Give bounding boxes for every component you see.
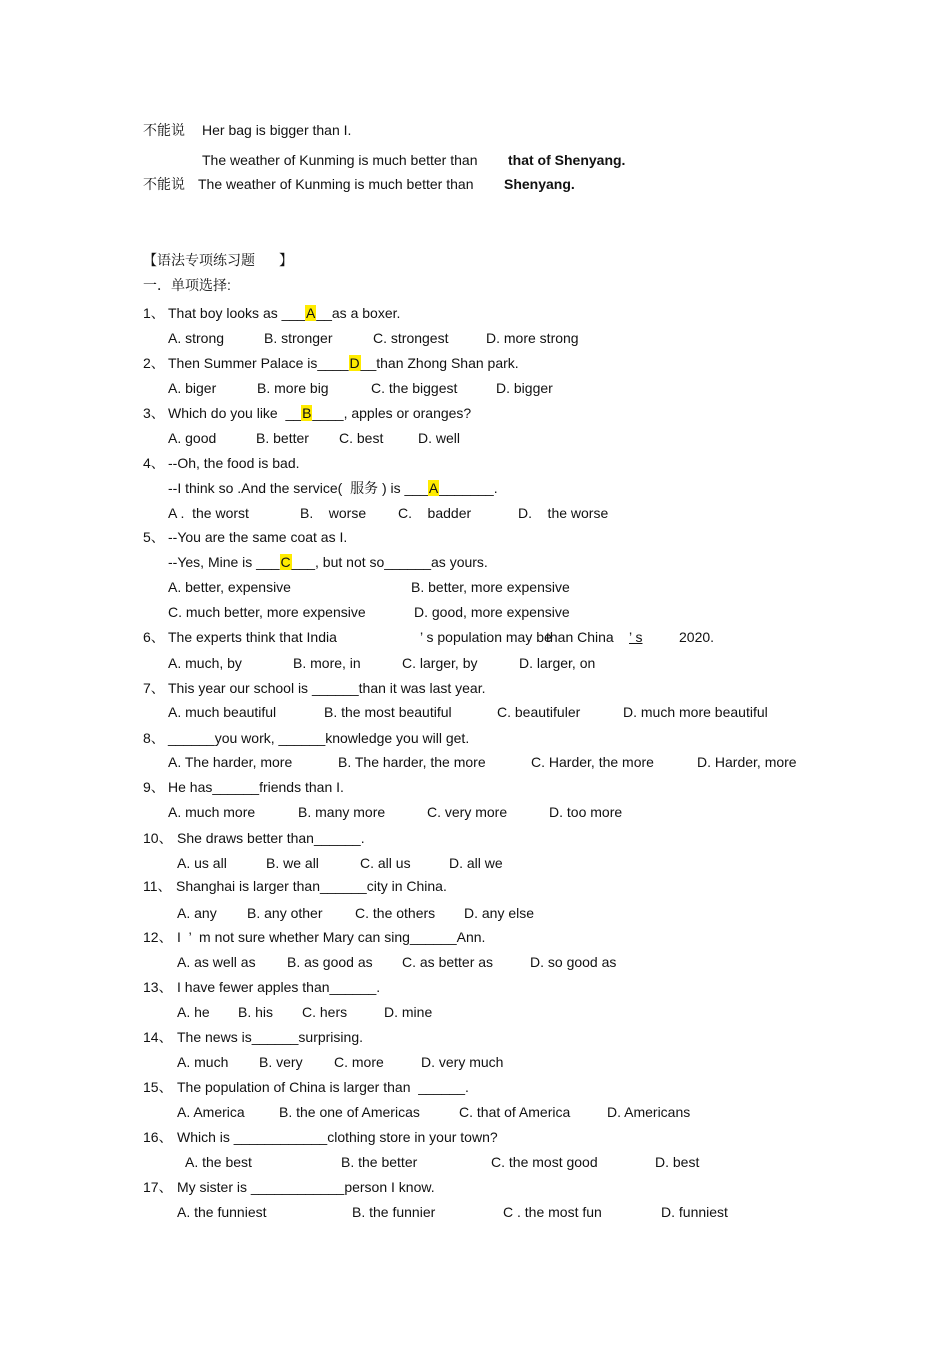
option: C. strongest: [373, 330, 449, 346]
question-text: --Oh, the food is bad.: [168, 455, 300, 471]
question-text: She draws better than______.: [177, 830, 365, 846]
question-number: 7、: [143, 680, 165, 696]
answer-highlight: C: [280, 554, 291, 570]
question-text: The experts think that India: [168, 629, 337, 645]
option: C. that of America: [459, 1104, 571, 1120]
option: D. well: [418, 430, 461, 446]
question-text: Which do you like __B____, apples or oranges?: [168, 405, 472, 421]
option: A. biger: [168, 380, 217, 396]
option: C. best: [339, 430, 384, 446]
option: A. much more: [168, 804, 256, 820]
option: A. America: [177, 1104, 245, 1120]
question-text-mid-3: ’ s: [629, 629, 643, 645]
answer-highlight: A: [305, 305, 316, 321]
option: C. all us: [360, 855, 411, 871]
option: C. beautifuler: [497, 704, 581, 720]
question-text: I ’ m not sure whether Mary can sing______Ann.: [177, 929, 486, 945]
question-number: 2、: [143, 355, 165, 371]
question-number: 15、: [143, 1079, 173, 1095]
option: C. badder: [398, 505, 472, 521]
option: C. very more: [427, 804, 508, 820]
option: C. much better, more expensive: [168, 604, 366, 620]
question-number: 17、: [143, 1179, 173, 1195]
option: B. as good as: [287, 954, 373, 970]
option: B. better: [256, 430, 309, 446]
option: D. so good as: [530, 954, 617, 970]
option: D. good, more expensive: [414, 604, 570, 620]
option: A . the worst: [168, 505, 249, 521]
intro-prefix-3: 不能说: [143, 176, 185, 192]
option: B. the better: [341, 1154, 418, 1170]
question-number: 12、: [143, 929, 173, 945]
question-number: 14、: [143, 1029, 173, 1045]
option: B. we all: [266, 855, 319, 871]
option: C. larger, by: [402, 655, 478, 671]
intro-prefix-1: 不能说: [143, 122, 185, 138]
option: B. more, in: [293, 655, 361, 671]
option: D. funniest: [661, 1204, 728, 1220]
question-text-mid-2: than China: [546, 629, 614, 645]
question-text: This year our school is ______than it was last year.: [168, 680, 486, 696]
option: C. Harder, the more: [531, 754, 654, 770]
option: A. better, expensive: [168, 579, 291, 595]
question-text: Then Summer Palace is____D__than Zhong Shan park.: [168, 355, 519, 371]
intro-line-1: Her bag is bigger than I.: [202, 122, 352, 138]
question-text: That boy looks as ___A__as a boxer.: [168, 305, 401, 321]
option: D. any else: [464, 905, 535, 921]
intro-line-3: The weather of Kunming is much better than: [198, 176, 474, 192]
question-text-line-2: --Yes, Mine is ___C___, but not so______as yours.: [168, 554, 488, 570]
option: D. Harder, more: [697, 754, 797, 770]
option: B. the most beautiful: [324, 704, 452, 720]
option: A. much, by: [168, 655, 242, 671]
question-text-mid-1: ’ s population may be: [420, 629, 552, 645]
question-text: Which is ____________clothing store in your town?: [177, 1129, 498, 1145]
option: A. the funniest: [177, 1204, 267, 1220]
question-number: 16、: [143, 1129, 173, 1145]
option: B. stronger: [264, 330, 333, 346]
question-text: I have fewer apples than______.: [177, 979, 381, 995]
option: B. many more: [298, 804, 386, 820]
question-number: 11、: [143, 878, 172, 894]
option: D. mine: [384, 1004, 433, 1020]
section-subtitle: 一．单项选择:: [143, 277, 231, 293]
option: D. very much: [421, 1054, 504, 1070]
question-text: My sister is ____________person I know.: [177, 1179, 435, 1195]
option: D. all we: [449, 855, 503, 871]
option: A. much beautiful: [168, 704, 277, 720]
question-number: 4、: [143, 455, 165, 471]
intro-line-3-bold: Shenyang.: [504, 176, 575, 192]
option: B. more big: [257, 380, 329, 396]
option: D. Americans: [607, 1104, 691, 1120]
answer-highlight: D: [349, 355, 360, 371]
option: B. any other: [247, 905, 323, 921]
intro-line-2: The weather of Kunming is much better than: [202, 152, 478, 168]
answer-highlight: A: [428, 480, 439, 496]
question-number: 8、: [143, 730, 165, 746]
option: B. better, more expensive: [411, 579, 570, 595]
option: A. strong: [168, 330, 225, 346]
option: A. The harder, more: [168, 754, 293, 770]
option: C. the biggest: [371, 380, 458, 396]
option: C. the others: [355, 905, 436, 921]
option: C. the most good: [491, 1154, 598, 1170]
option: C. hers: [302, 1004, 348, 1020]
question-number: 9、: [143, 779, 165, 795]
answer-highlight: B: [302, 405, 312, 421]
option: B. very: [259, 1054, 303, 1070]
question-text: ______you work, ______knowledge you will get.: [168, 730, 470, 746]
option: B. worse: [300, 505, 367, 521]
option: D. bigger: [496, 380, 553, 396]
section-title-open: 【语法专项练习题: [143, 252, 255, 268]
option: A. us all: [177, 855, 227, 871]
question-text-tail: 2020.: [679, 629, 715, 645]
option: D. the worse: [518, 505, 609, 521]
question-number: 3、: [143, 405, 165, 421]
question-text: Shanghai is larger than______city in China.: [176, 878, 447, 894]
option: A. as well as: [177, 954, 256, 970]
question-number: 10、: [143, 830, 173, 846]
question-text: He has______friends than I.: [168, 779, 344, 795]
option: B. the funnier: [352, 1204, 436, 1220]
option: D. much more beautiful: [623, 704, 768, 720]
option: A. any: [177, 905, 217, 921]
option: D. larger, on: [519, 655, 596, 671]
option: D. more strong: [486, 330, 579, 346]
option: A. he: [177, 1004, 210, 1020]
question-text: --You are the same coat as I.: [168, 529, 348, 545]
question-number: 6、: [143, 629, 165, 645]
option: B. his: [238, 1004, 274, 1020]
question-number: 1、: [143, 305, 165, 321]
option: C. more: [334, 1054, 384, 1070]
option: B. the one of Americas: [279, 1104, 420, 1120]
question-text: The news is______surprising.: [177, 1029, 363, 1045]
option: A. much: [177, 1054, 229, 1070]
question-text-line-2: --I think so .And the service( 服务 ) is ___A_______.: [168, 480, 498, 496]
question-number: 5、: [143, 529, 165, 545]
option: A. good: [168, 430, 217, 446]
question-text: The population of China is larger than ______.: [177, 1079, 469, 1095]
option: D. best: [655, 1154, 700, 1170]
option: C . the most fun: [503, 1204, 602, 1220]
intro-line-2-bold: that of Shenyang.: [508, 152, 626, 168]
section-title-close: 】: [279, 252, 293, 268]
option: C. as better as: [402, 954, 494, 970]
option: D. too more: [549, 804, 623, 820]
option: A. the best: [185, 1154, 252, 1170]
option: B. The harder, the more: [338, 754, 486, 770]
question-number: 13、: [143, 979, 173, 995]
